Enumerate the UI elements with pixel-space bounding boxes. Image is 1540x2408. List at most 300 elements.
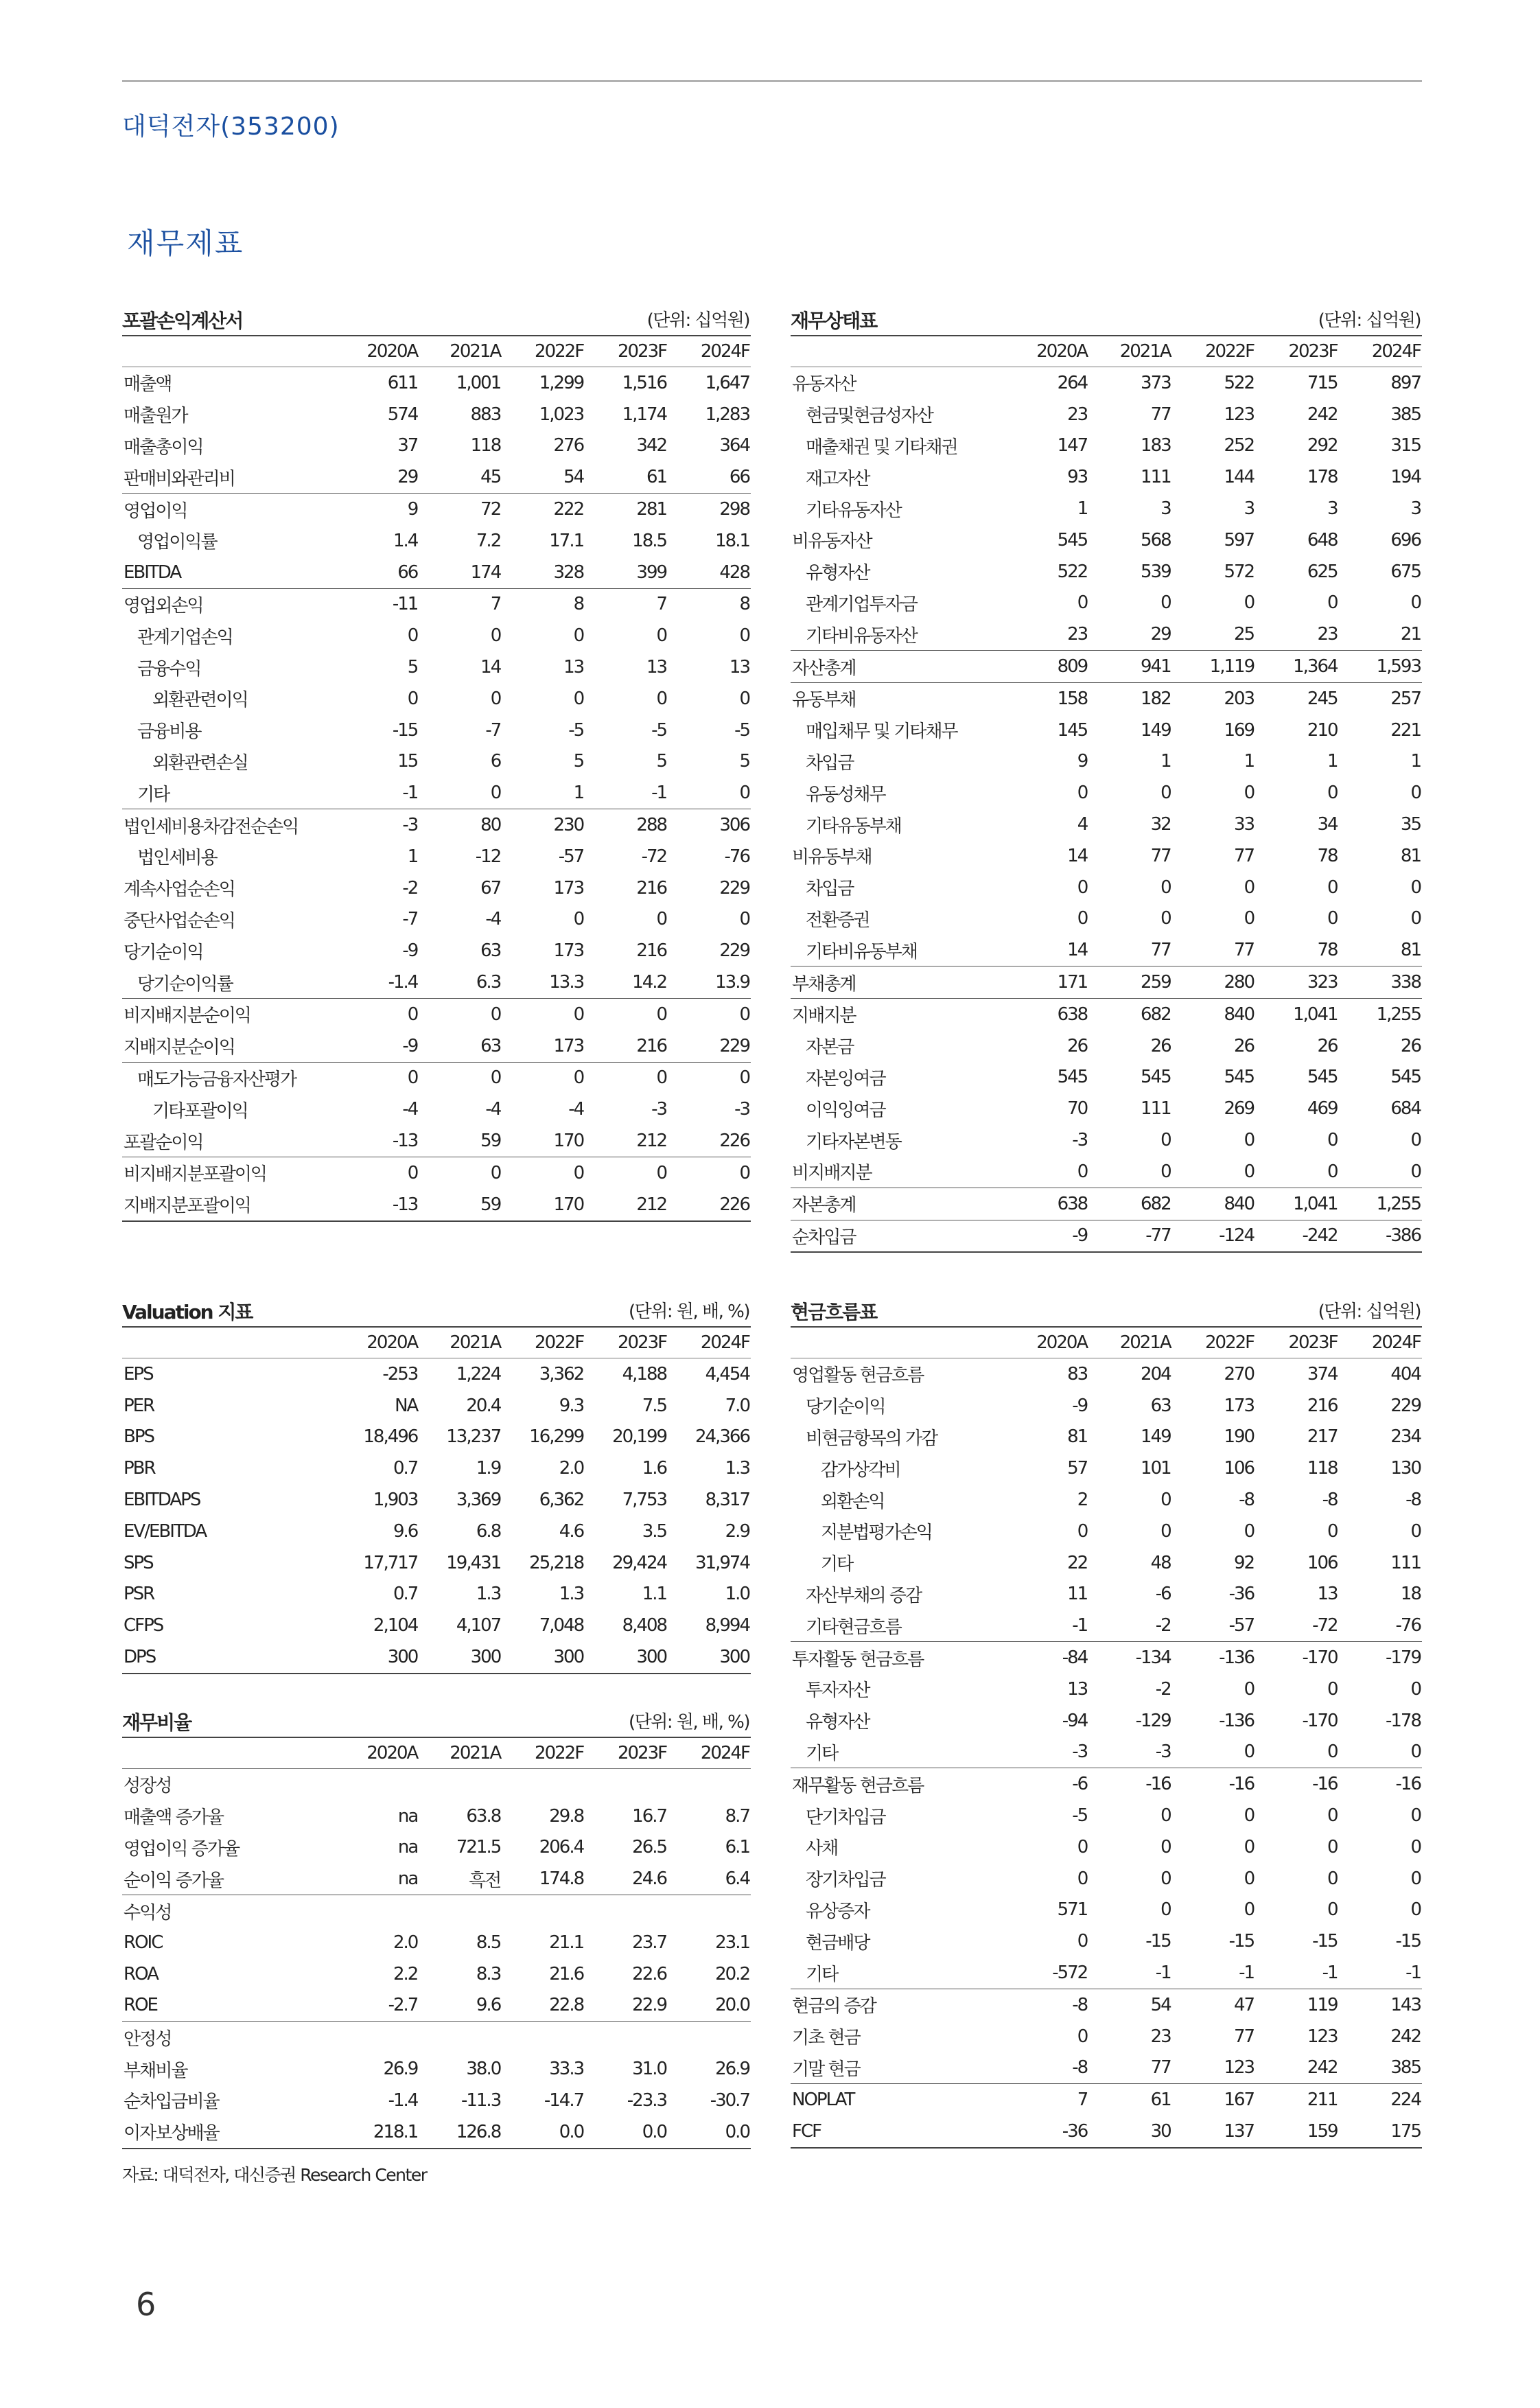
cell-value: -12 [475,846,501,867]
cell-value: 8.3 [476,1963,501,1984]
row-label: 자본총계 [792,1195,856,1216]
cell-value: 1 [1410,751,1421,772]
cell-value: 159 [1307,2121,1338,2142]
table-row [122,1895,751,1927]
row-label: 장기차입금 [806,1870,885,1891]
cell-value: 1,283 [705,404,749,425]
table-row [122,2116,751,2149]
cell-value: -13 [392,1194,418,1215]
cell-value: -13 [392,1131,418,1152]
cell-value: 0 [1327,1836,1338,1857]
header-blank [791,336,1005,367]
cell-value: -8 [1239,1490,1255,1511]
cell-value: -23.3 [627,2089,667,2111]
table-row [122,1579,751,1610]
row-label: 재무활동 현금흐름 [792,1775,924,1796]
row-label: EPS [124,1363,153,1385]
cell-value: 0 [573,688,584,709]
row-label: 지분법평가손익 [821,1523,932,1544]
cell-value: 245 [1307,688,1338,709]
cell-value: 72 [480,499,501,520]
cell-value: 145 [1057,719,1088,741]
table-row [122,1484,751,1516]
cell-value: 0 [656,1004,667,1025]
row-label: 부채비율 [124,2060,187,2081]
cell-value: 54 [563,467,584,488]
table-row [122,1863,751,1895]
cell-value: 144 [1224,467,1255,488]
cell-value: 6.4 [725,1868,749,1890]
cell-value: 545 [1057,529,1088,551]
row-label: 전환증권 [806,910,870,931]
table-title: 재무상태표 [791,310,877,332]
cell-value: 883 [470,404,501,425]
table-row [791,682,1422,714]
cell-value: 3,369 [456,1490,501,1511]
cell-value: 77 [1150,845,1171,866]
cell-value: 298 [719,499,749,520]
table-row [122,935,751,966]
cell-value: 3 [1327,498,1338,520]
cell-value: 545 [1141,1067,1171,1088]
row-label: 비지배지분순이익 [124,1006,250,1027]
cell-value: 78 [1317,845,1338,866]
cell-value: 0 [739,1162,749,1183]
cell-value: 130 [1390,1458,1421,1479]
cell-value: 7.0 [725,1395,749,1416]
table-row [791,1957,1422,1989]
table-unit: (단위: 십억원) [646,310,749,331]
cell-value: 0 [656,1162,667,1183]
row-label: 외환손익 [821,1491,885,1512]
row-label: 매출원가 [124,406,187,427]
cell-value: 13 [1067,1678,1088,1700]
cell-value: 17.1 [549,530,584,551]
cell-value: 0 [1160,1130,1171,1151]
row-label: ROA [124,1963,158,1984]
cell-value: 8.7 [725,1805,749,1827]
cell-value: 1,299 [539,372,584,393]
cell-value: 1 [407,846,418,867]
row-label: 외환관련손실 [152,752,248,774]
table-row [122,461,751,493]
cell-value: 3,362 [539,1363,584,1385]
table-row [791,809,1422,840]
table-row [122,966,751,998]
cell-value: -9 [1072,1395,1088,1416]
cell-value: -572 [1052,1963,1088,1984]
cell-value: 1 [1077,498,1088,520]
header-row [791,336,1422,367]
cell-value: 29.8 [549,1805,584,1827]
cell-value: -170 [1302,1710,1338,1731]
cell-value: -2 [402,877,418,899]
row-label: 계속사업순손익 [124,879,235,901]
cell-value: 1,255 [1376,1004,1421,1025]
table-row [791,1642,1422,1674]
row-label: 현금의 증감 [792,1996,876,2017]
cell-value: -170 [1302,1647,1338,1669]
row-label: 지배지분순이익 [124,1037,235,1058]
cell-value: 0 [1244,877,1255,898]
cell-value: -1 [1405,1963,1421,1984]
cell-value: 269 [1224,1098,1255,1120]
cell-value: 0 [490,783,501,804]
table-row [791,2116,1422,2148]
table-row [791,1863,1422,1895]
cell-value: 342 [636,435,667,456]
header-row [122,1737,751,1769]
cell-value: 0 [1327,783,1338,804]
cell-value: 170 [553,1131,584,1152]
cell-value: 0 [739,625,749,647]
cell-value: 229 [1390,1395,1421,1416]
cell-value: 22.6 [632,1963,667,1984]
top-divider [122,80,1422,82]
cell-value: 0 [656,625,667,647]
cell-value: 59 [480,1194,501,1215]
row-label: 기타비유동자산 [806,625,917,647]
cell-value: 234 [1390,1426,1421,1448]
financial-ratio-table [122,1702,751,2149]
table-title: Valuation 지표 [122,1301,253,1323]
table-row [791,1062,1422,1093]
cell-value: 1,001 [456,372,501,393]
table-row [791,1800,1422,1831]
cell-value: 276 [553,435,584,456]
cell-value: 1 [1244,751,1255,772]
cell-value: 1 [573,783,584,804]
cell-value: 26 [1400,1035,1421,1056]
cell-value: -3 [1072,1130,1088,1151]
cell-value: 21.6 [549,1963,584,1984]
cell-value: 611 [387,372,418,393]
cell-value: 545 [1307,1067,1338,1088]
row-label: 이익잉여금 [806,1100,885,1121]
table-row [791,1925,1422,1957]
cell-value: -4 [402,1099,418,1120]
cell-value: 0 [573,1162,584,1183]
row-label: 단기차입금 [806,1807,885,1828]
table-row [791,524,1422,556]
cell-value: 281 [636,499,667,520]
cell-value: 0 [1160,592,1171,614]
cell-value: 0.0 [725,2121,749,2142]
row-label: 매출액 [124,374,172,395]
cell-value: 0 [1160,877,1171,898]
cell-value: 9 [1077,751,1088,772]
cell-value: 170 [553,1194,584,1215]
row-label: 차입금 [806,752,854,774]
cell-value: 21.1 [549,1932,584,1953]
cell-value: 571 [1057,1899,1088,1921]
cell-value: 545 [1057,1067,1088,1088]
cell-value: 123 [1224,2057,1255,2079]
year-header: 2020A [1036,1332,1088,1353]
row-label: 기타 [821,1554,853,1575]
cell-value: 18.5 [632,530,667,551]
row-label: 차입금 [806,879,854,900]
cell-value: 93 [1067,467,1088,488]
cell-value: 0 [1077,908,1088,929]
cell-value [585,1769,668,1801]
cell-value: 25 [1234,624,1255,645]
cell-value: 26.5 [632,1837,667,1858]
cell-value: 9.3 [559,1395,584,1416]
cell-value: 14 [1067,845,1088,866]
cell-value: 1,647 [705,372,749,393]
table-header [791,301,1422,335]
cell-value: 373 [1141,372,1171,393]
cell-value: 338 [1390,972,1421,993]
cell-value: -6 [1072,1774,1088,1795]
cell-value: 0 [407,1067,418,1089]
table-row [122,2085,751,2116]
cell-value: 77 [1150,940,1171,961]
cell-value: -15 [1228,1931,1255,1952]
cell-value: 59 [480,1131,501,1152]
cell-value: 568 [1141,529,1171,551]
cell-value: 20.2 [715,1963,749,1984]
table-row [791,556,1422,588]
table-row [122,715,751,746]
cell-value: -72 [641,846,667,867]
cell-value: 66 [729,467,749,488]
cell-value: -5 [1072,1805,1088,1827]
cell-value: -76 [1395,1615,1421,1636]
row-label: 유동성채무 [806,784,885,805]
cell-value: 13 [646,657,667,678]
cell-value [502,1769,585,1801]
row-label: 순차입금 [792,1227,856,1248]
cell-value: -2.7 [388,1995,418,2016]
cell-value: 0 [739,783,749,804]
row-label: PBR [124,1458,155,1479]
row-label: 영업이익 [124,500,187,522]
table-row [791,1358,1422,1390]
cell-value: 1,174 [622,404,667,425]
cell-value: 4.6 [559,1520,584,1542]
cell-value: 33 [1234,814,1255,835]
row-label: EV/EBITDA [124,1520,207,1542]
cell-value: 149 [1141,719,1171,741]
cell-value: 0 [1327,877,1338,898]
row-label: 현금배당 [806,1932,870,1954]
cell-value: 3.5 [642,1520,667,1542]
cell-value: 1.6 [642,1458,667,1479]
cell-value: 0 [1160,1868,1171,1889]
cell-value: 211 [1307,2089,1338,2111]
table-row [122,1125,751,1157]
cell-value: 242 [1307,404,1338,425]
cell-value: 2.2 [393,1963,418,1984]
cell-value: -9 [402,1035,418,1056]
table-row [122,1157,751,1188]
cell-value: -1 [1155,1963,1171,1984]
cell-value: 171 [1057,972,1088,993]
cell-value: -4 [485,1099,501,1120]
cell-value: 0 [1410,783,1421,804]
cell-value: -16 [1228,1774,1255,1795]
row-label: 현금및현금성자산 [806,406,933,427]
cell-value: 684 [1390,1098,1421,1120]
table-row [791,1030,1422,1062]
cell-value: 0 [656,909,667,930]
cell-value: 9.6 [393,1520,418,1542]
cell-value: 229 [719,940,749,962]
cell-value: 31.0 [632,2059,667,2080]
table-row [791,746,1422,778]
row-label: 당기순이익 [806,1397,885,1418]
cell-value: 216 [636,1035,667,1056]
cell-value: 0 [1410,1678,1421,1700]
cell-value: 941 [1141,656,1171,678]
cell-value: 143 [1390,1994,1421,2015]
table-row [122,651,751,683]
row-label: 유상증자 [806,1901,870,1922]
cell-value: 682 [1141,1193,1171,1214]
year-header: 2024F [700,341,749,362]
table-row [122,1547,751,1579]
cell-value: 1,023 [539,404,584,425]
cell-value: 9 [407,499,418,520]
table-row [122,2022,751,2053]
cell-value: 0.0 [559,2121,584,2142]
cell-value: 23 [1150,2026,1171,2047]
row-label: 기타유동부채 [806,815,901,837]
cell-value: 0.7 [393,1458,418,1479]
cell-value: 242 [1307,2057,1338,2079]
cell-value: 0 [1327,908,1338,929]
year-header: 2020A [366,1332,418,1353]
cell-value: 48 [1150,1552,1171,1573]
cell-value: 5 [656,751,667,772]
table-row [122,1390,751,1422]
cell-value: 216 [636,877,667,899]
cell-value: 242 [1390,2026,1421,2047]
cell-value: 14 [1067,940,1088,961]
cell-value: -1.4 [388,972,418,993]
cell-value: 61 [646,467,667,488]
table-row [122,1358,751,1390]
cell-value: 13.9 [715,972,749,993]
row-label: CFPS [124,1615,163,1636]
row-label: 기타 [806,1743,838,1764]
cell-value: 70 [1067,1098,1088,1120]
cell-value: 81 [1400,940,1421,961]
table-row [122,841,751,872]
cell-value: 1.3 [725,1458,749,1479]
row-label: 비유동자산 [792,531,872,553]
table-row [122,494,751,525]
cell-value: 0 [1410,1836,1421,1857]
cell-value: 106 [1307,1552,1338,1573]
cell-value: 13,237 [446,1426,501,1448]
row-label: 기타자본변동 [806,1131,901,1153]
year-header: 2020A [366,1743,418,1763]
table-header [791,1292,1422,1326]
cell-value: 178 [1307,467,1338,488]
valuation-table [122,1292,751,1674]
cell-value: 0 [1077,783,1088,804]
row-label: 관계기업투자금 [806,594,917,615]
table-row [791,1188,1422,1220]
row-label: 기타유동자산 [806,500,901,521]
table-row [122,525,751,557]
table-row [122,399,751,430]
table-row [791,430,1422,462]
cell-value: 0 [1244,1520,1255,1542]
cell-value: 0 [407,1004,418,1025]
cell-value: 16.7 [632,1805,667,1827]
cell-value: 20,199 [612,1426,667,1448]
cell-value: 8 [739,594,749,615]
cell-value: 222 [553,499,584,520]
header-blank [122,336,336,367]
table-row [122,367,751,399]
row-label: 매출총이익 [124,437,203,458]
company-name: 대덕전자(353200) [122,113,340,141]
cell-value: 173 [553,940,584,962]
cell-value: 0 [739,909,749,930]
table-row [122,872,751,904]
cell-value: 16,299 [529,1426,584,1448]
cell-value: 315 [1390,435,1421,456]
table-row [122,1093,751,1125]
table-header [122,1292,751,1326]
cell-value: 648 [1307,529,1338,551]
cell-value: 173 [1224,1395,1255,1416]
cell-value: -7 [402,909,418,930]
cell-value: 224 [1390,2089,1421,2111]
cell-value: 23.7 [632,1932,667,1953]
table-row [791,2052,1422,2084]
cell-value: 212 [636,1131,667,1152]
row-label: 사채 [806,1838,838,1860]
row-label: 이자보상배율 [124,2123,219,2144]
cell-value: 0 [1327,1805,1338,1827]
table-row [791,1422,1422,1453]
cell-value: 78 [1317,940,1338,961]
cell-value: -72 [1312,1615,1338,1636]
cell-value: 118 [1307,1458,1338,1479]
cell-value: 0 [1244,908,1255,929]
cell-value: 0 [1077,1868,1088,1889]
cell-value: 0 [656,688,667,709]
cell-value: 897 [1390,372,1421,393]
cell-value: 0 [1077,592,1088,614]
cell-value: 300 [636,1647,667,1668]
row-label: 영업이익률 [137,532,217,553]
cell-value: 0 [490,1067,501,1089]
cell-value: 300 [719,1647,749,1668]
cell-value: 26.9 [715,2059,749,2080]
cell-value: 306 [719,815,749,836]
cell-value: 0 [1160,908,1171,929]
cell-value: 5 [573,751,584,772]
cell-value: 167 [1224,2089,1255,2111]
cell-value [668,1769,751,1801]
table-row [122,1832,751,1864]
cell-value: -4 [568,1099,584,1120]
cell-value: 20.0 [715,1995,749,2016]
cell-value: 216 [1307,1395,1338,1416]
cell-value: 66 [397,562,418,583]
cell-value: 2.0 [559,1458,584,1479]
cell-value: -5 [734,719,749,741]
cell-value: -11.3 [460,2089,501,2111]
table-row [791,840,1422,872]
